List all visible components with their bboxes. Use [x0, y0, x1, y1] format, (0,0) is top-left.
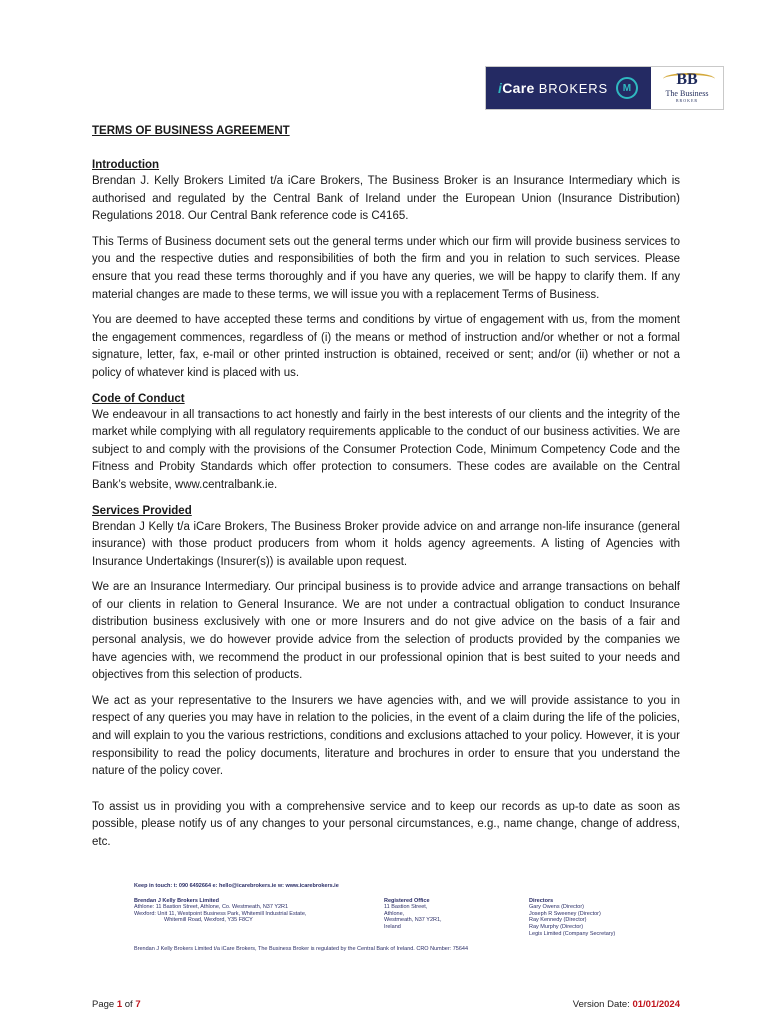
directors-label: Directors [529, 897, 554, 904]
version-value: 01/01/2024 [632, 999, 680, 1010]
paragraph: Brendan J. Kelly Brokers Limited t/a iCare Brokers, The Business Broker is an Insurance Intermediary which is authorised and regulated by the Central Bank of Ireland under the European Union (Insurance Distribution) Regulations 2018. Our Central Bank reference code is C4165. [92, 175, 680, 223]
paragraph: We are an Insurance Intermediary. Our principal business is to provide advice and arrange transactions on behalf of our clients in relation to General Insurance. We are not under a contractual obligation to conduct Insurance distribution business exclusively with one or more Insurers and do not give advice on the basis of a fair and personal analysis, we do however provide advice from the selection of products provided by the companies we have agencies with, we recommend the product in our professional opinion that is best suited to your needs and objectives from this selection of products. [92, 581, 680, 682]
section-heading-code-of-conduct: Code of Conduct [92, 392, 185, 405]
registered-office-line: Westmeath, N37 Y2R1, [384, 917, 442, 924]
logo-monogram: BB [676, 71, 698, 88]
director-entry: Ray Kennedy (Director) [529, 917, 587, 924]
logo-tbb-line2: BROKER [675, 98, 699, 103]
addresses-column [134, 898, 384, 938]
header-logos [485, 66, 724, 110]
company-name: Brendan J Kelly Brokers Limited [134, 897, 219, 904]
registered-office-line: 11 Bastion Street, [384, 904, 428, 911]
wexford-address-2: Whitemill Road, Wexford, Y35 F8CY [164, 917, 253, 924]
contact-line: Keep in touch: t: 090 6492664 e: hello@icarebrokers.ie w: www.icarebrokers.ie [134, 883, 339, 889]
registered-office-line: Athlone, [384, 910, 405, 917]
section-heading-introduction: Introduction [92, 159, 160, 171]
logo-tbb-line1: The Business [665, 89, 709, 98]
seal-glyph: M [622, 82, 632, 94]
registered-office-line: Ireland [384, 923, 401, 930]
letterhead-footer [134, 883, 654, 953]
page-number [92, 999, 141, 1010]
page-total: 7 [135, 999, 141, 1010]
director-entry: Ray Murphy (Director) [529, 923, 584, 930]
registered-office-label: Registered Office [384, 897, 430, 904]
paragraph: Brendan J Kelly t/a iCare Brokers, The Business Broker provide advice on and arrange non-life insurance (general insurance) with those product producers from whom it holds agency agreements. A listing of Agencies with Insurance Undertakings (Insurer(s)) is available upon request. [92, 520, 680, 568]
paragraph: This Terms of Business document sets out the general terms under which our firm will provide business services to you and the respective duties and responsibilities of both the firm and you in relation to such services. Please ensure that you read these terms thoroughly and if you have any queries, we will be happy to clarify them. If any material changes are made to these terms, we will issue you with a replacement Terms of Business. [92, 235, 680, 301]
director-entry: Joseph R Sweeney (Director) [529, 910, 601, 917]
paragraph: We act as your representative to the Insurers we have agencies with, and we will provide assistance to you in respect of any queries you may have in relation to the policies, in the event of a claim during the life of the policies, and will explain to you the various restrictions, conditions and exclusions attached to your policy. However, it is your responsibility to read the policy documents, literature and brochures in order to ensure that you understand the nature of the policy cover. [92, 694, 680, 778]
paragraph: We endeavour in all transactions to act honestly and fairly in the best interests of our clients and the integrity of the market while complying with all regulatory requirements applicable to the conduct of our business activities. We are subject to and comply with the provisions of the Consumer Protection Code, Minimum Competency Code and the Fitness and Probity Standards which offer protection to consumers. These codes are available on the Central Bank’s website, www.centralbank.ie. [92, 408, 680, 491]
logo-i-letter: i [498, 80, 503, 96]
section-heading-services-provided: Services Provided [92, 504, 192, 517]
logo-brokers-word: BROKERS [538, 81, 608, 96]
logo-care-word: Care [502, 80, 535, 96]
director-entry: Legis Limited (Company Secretary) [529, 930, 616, 937]
seal-icon [616, 77, 638, 99]
directors-column [529, 898, 654, 938]
wexford-address-1: Wexford: Unit 11, Westpoint Business Park, Whitemill Industrial Estate, [134, 910, 307, 917]
version-date [573, 999, 680, 1010]
document-title: TERMS OF BUSINESS AGREEMENT [92, 125, 290, 137]
business-broker-logo [651, 67, 723, 109]
page-word: Page [92, 999, 115, 1010]
athlone-address: Athlone: 11 Bastion Street, Athlone, Co. Westmeath, N37 Y2R1 [134, 904, 289, 911]
registered-office-column [384, 898, 529, 938]
paragraph: To assist us in providing you with a comprehensive service and to keep our records as up-to date as soon as possible, please notify us of any changes to your personal circumstances, e.g., name change, change of address, etc. [92, 800, 680, 848]
page-of-word: of [124, 999, 133, 1010]
paragraph: You are deemed to have accepted these terms and conditions by virtue of engagement with us, from the moment the engagement commences, regardless of (i) the means or method of instruction and/or whether or not a formal signature, letter, fax, e-mail or other printed instruction is obtained, received or sent; and/or (ii) whether or not a policy of whatever kind is placed with us. [92, 314, 680, 379]
page-current: 1 [116, 999, 123, 1010]
regulation-line: Brendan J Kelly Brokers Limited t/a iCare Brokers, The Business Broker is regulated by the Central Bank of Ireland. CRO Number: 75644 [134, 946, 469, 953]
director-entry: Gary Owens (Director) [529, 904, 585, 911]
document-body [92, 124, 680, 852]
icare-brokers-logo [486, 67, 651, 109]
version-label: Version Date: [572, 999, 630, 1010]
